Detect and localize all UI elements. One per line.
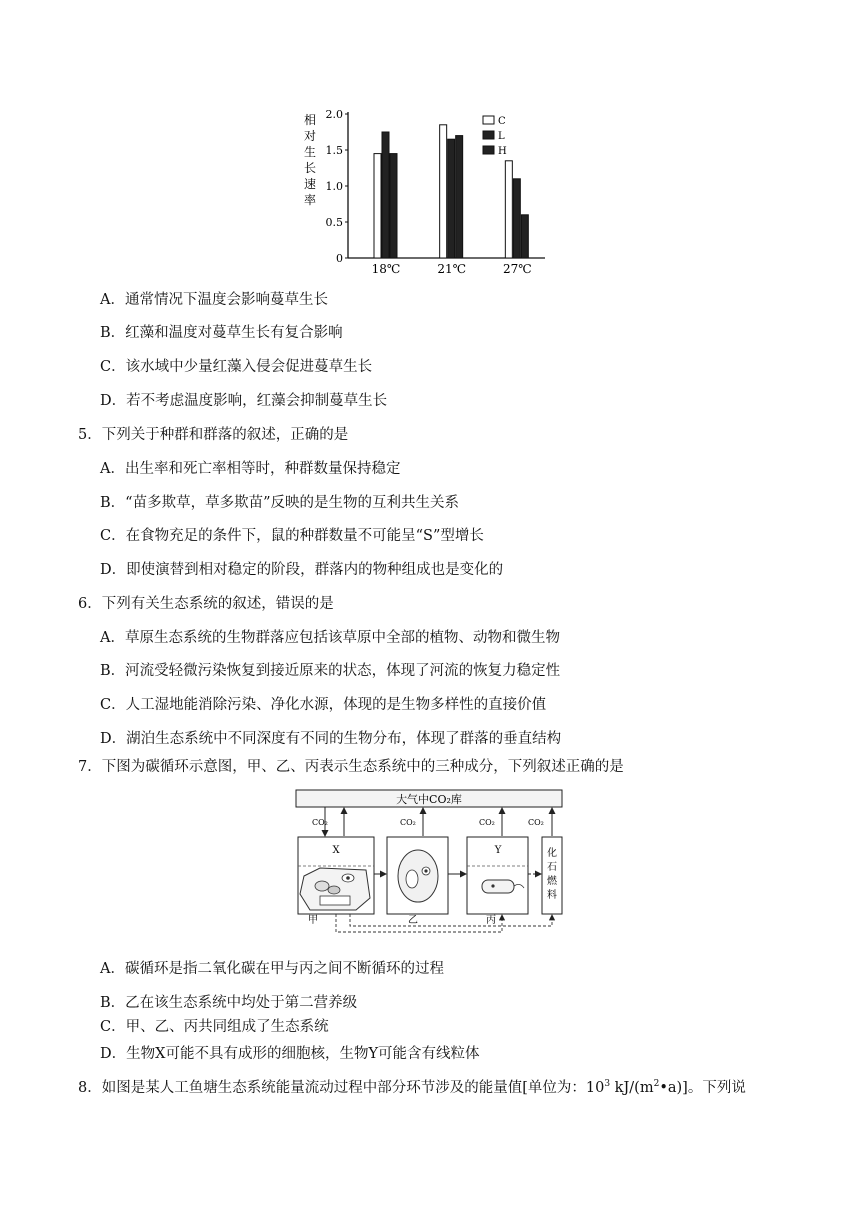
- q6-stem: 6．下列有关生态系统的叙述，错误的是: [78, 596, 334, 612]
- q5-option-a: A．出生率和死亡率相等时，种群数量保持稳定: [100, 461, 401, 477]
- fossil-fuel-box: [542, 837, 562, 914]
- co2-pool-box: [296, 790, 562, 807]
- fossil-char-2: 石: [547, 862, 557, 873]
- q7-option-d: D．生物X可能不具有成形的细胞核，生物Y可能含有线粒体: [100, 1046, 480, 1062]
- dashed-path-to-fossil: [350, 914, 552, 926]
- growth-rate-bar-chart: [300, 100, 560, 280]
- legend-swatch-H: [483, 146, 494, 154]
- y-axis-title-char: 速: [303, 177, 317, 191]
- bar-L-1: [448, 139, 455, 258]
- q5-option-d: D．即使演替到相对稳定的阶段，群落内的物种组成也是变化的: [100, 562, 504, 578]
- legend-swatch-C: [483, 116, 494, 124]
- x-tick-label: 27℃: [502, 262, 532, 276]
- y-axis-title-char: 相: [303, 113, 317, 127]
- q8-exponent-2: 2: [653, 1079, 660, 1089]
- q6-option-a: A．草原生态系统的生物群落应包括该草原中全部的植物、动物和微生物: [100, 630, 560, 646]
- fossil-char-4: 料: [547, 890, 557, 901]
- q6-option-d: D．湖泊生态系统中不同深度有不同的生物分布，体现了群落的垂直结构: [100, 731, 562, 747]
- bar-H-1: [456, 136, 463, 258]
- q8-stem: [78, 1074, 746, 1098]
- q5-option-c: C．在食物充足的条件下，鼠的种群数量不可能呈“S”型增长: [100, 528, 484, 544]
- q8-stem-part-b: kJ/(m: [610, 1079, 654, 1096]
- y-axis-title-char: 长: [303, 161, 317, 175]
- co2-pool-label: 大气中CO₂库: [396, 793, 462, 806]
- legend-swatch-L: [483, 131, 494, 139]
- yi-label: 乙: [408, 915, 418, 926]
- y-axis-title-char: 生: [303, 145, 317, 159]
- producer-box-jia: [298, 837, 374, 914]
- q4-option-a: A．通常情况下温度会影响蔓草生长: [100, 292, 328, 308]
- q8-stem-part-a: 8．如图是某人工鱼塘生态系统能量流动过程中部分环节涉及的能量值[单位为：10: [78, 1079, 605, 1096]
- y-tick-label: 0.5: [325, 216, 343, 229]
- co2-label-1: CO₂: [312, 818, 328, 827]
- q7-option-c: C．甲、乙、丙共同组成了生态系统: [100, 1019, 329, 1035]
- legend-label-C: C: [498, 116, 506, 127]
- x-label: X: [332, 845, 340, 856]
- decomposer-box-bing: [467, 837, 528, 914]
- fossil-char-3: 燃: [547, 876, 557, 887]
- q7-stem: 7．下图为碳循环示意图，甲、乙、丙表示生态系统中的三种成分，下列叙述正确的是: [78, 759, 624, 775]
- y-tick-label: 1.5: [325, 144, 343, 157]
- bacterium-icon: [482, 880, 514, 893]
- bar-C-0: [374, 154, 381, 258]
- bar-C-2: [505, 161, 512, 258]
- carbon-cycle-diagram: [290, 786, 568, 936]
- y-tick-label: 0: [336, 252, 343, 265]
- bar-C-1: [440, 125, 447, 258]
- q4-option-c: C．该水域中少量红藻入侵会促进蔓草生长: [100, 359, 373, 375]
- legend-label-L: L: [498, 131, 505, 142]
- jia-label: 甲: [308, 915, 318, 926]
- bar-H-2: [521, 215, 528, 258]
- q6-option-b: B．河流受轻微污染恢复到接近原来的状态，体现了河流的恢复力稳定性: [100, 663, 561, 679]
- x-tick-label: 21℃: [437, 262, 467, 276]
- y-tick-label: 2.0: [325, 108, 343, 121]
- legend-label-H: H: [498, 146, 507, 157]
- bar-L-0: [382, 132, 389, 258]
- q8-exponent-3: 3: [604, 1079, 611, 1089]
- q5-option-b: B．“苗多欺草，草多欺苗”反映的是生物的互利共生关系: [100, 495, 459, 511]
- co2-label-3: CO₂: [479, 818, 495, 827]
- q5-stem: 5．下列关于种群和群落的叙述，正确的是: [78, 427, 349, 443]
- y-label: Y: [494, 845, 502, 856]
- q4-option-d: D．若不考虑温度影响，红藻会抑制蔓草生长: [100, 393, 388, 409]
- q8-stem-part-c: •a)]。下列说: [659, 1079, 746, 1096]
- consumer-box-yi: [387, 837, 448, 914]
- q6-option-c: C．人工湿地能消除污染、净化水源，体现的是生物多样性的直接价值: [100, 697, 547, 713]
- bing-label: 丙: [486, 915, 496, 926]
- q7-option-b: B．乙在该生态系统中均处于第二营养级: [100, 995, 358, 1011]
- y-axis-title-char: 对: [303, 129, 317, 143]
- bar-L-2: [513, 179, 520, 258]
- dashed-path-jia-to-bing: [336, 914, 502, 932]
- co2-label-4: CO₂: [528, 818, 544, 827]
- x-tick-label: 18℃: [371, 262, 401, 276]
- chart-legend: [483, 116, 507, 157]
- fossil-char-1: 化: [547, 848, 557, 859]
- q7-option-a: A．碳循环是指二氧化碳在甲与丙之间不断循环的过程: [100, 961, 444, 977]
- y-tick-label: 1.0: [325, 180, 343, 193]
- q4-option-b: B．红藻和温度对蔓草生长有复合影响: [100, 325, 343, 341]
- bar-H-0: [390, 154, 397, 258]
- y-axis-title-char: 率: [303, 193, 317, 207]
- co2-label-2: CO₂: [400, 818, 416, 827]
- y-axis-title: [304, 112, 316, 207]
